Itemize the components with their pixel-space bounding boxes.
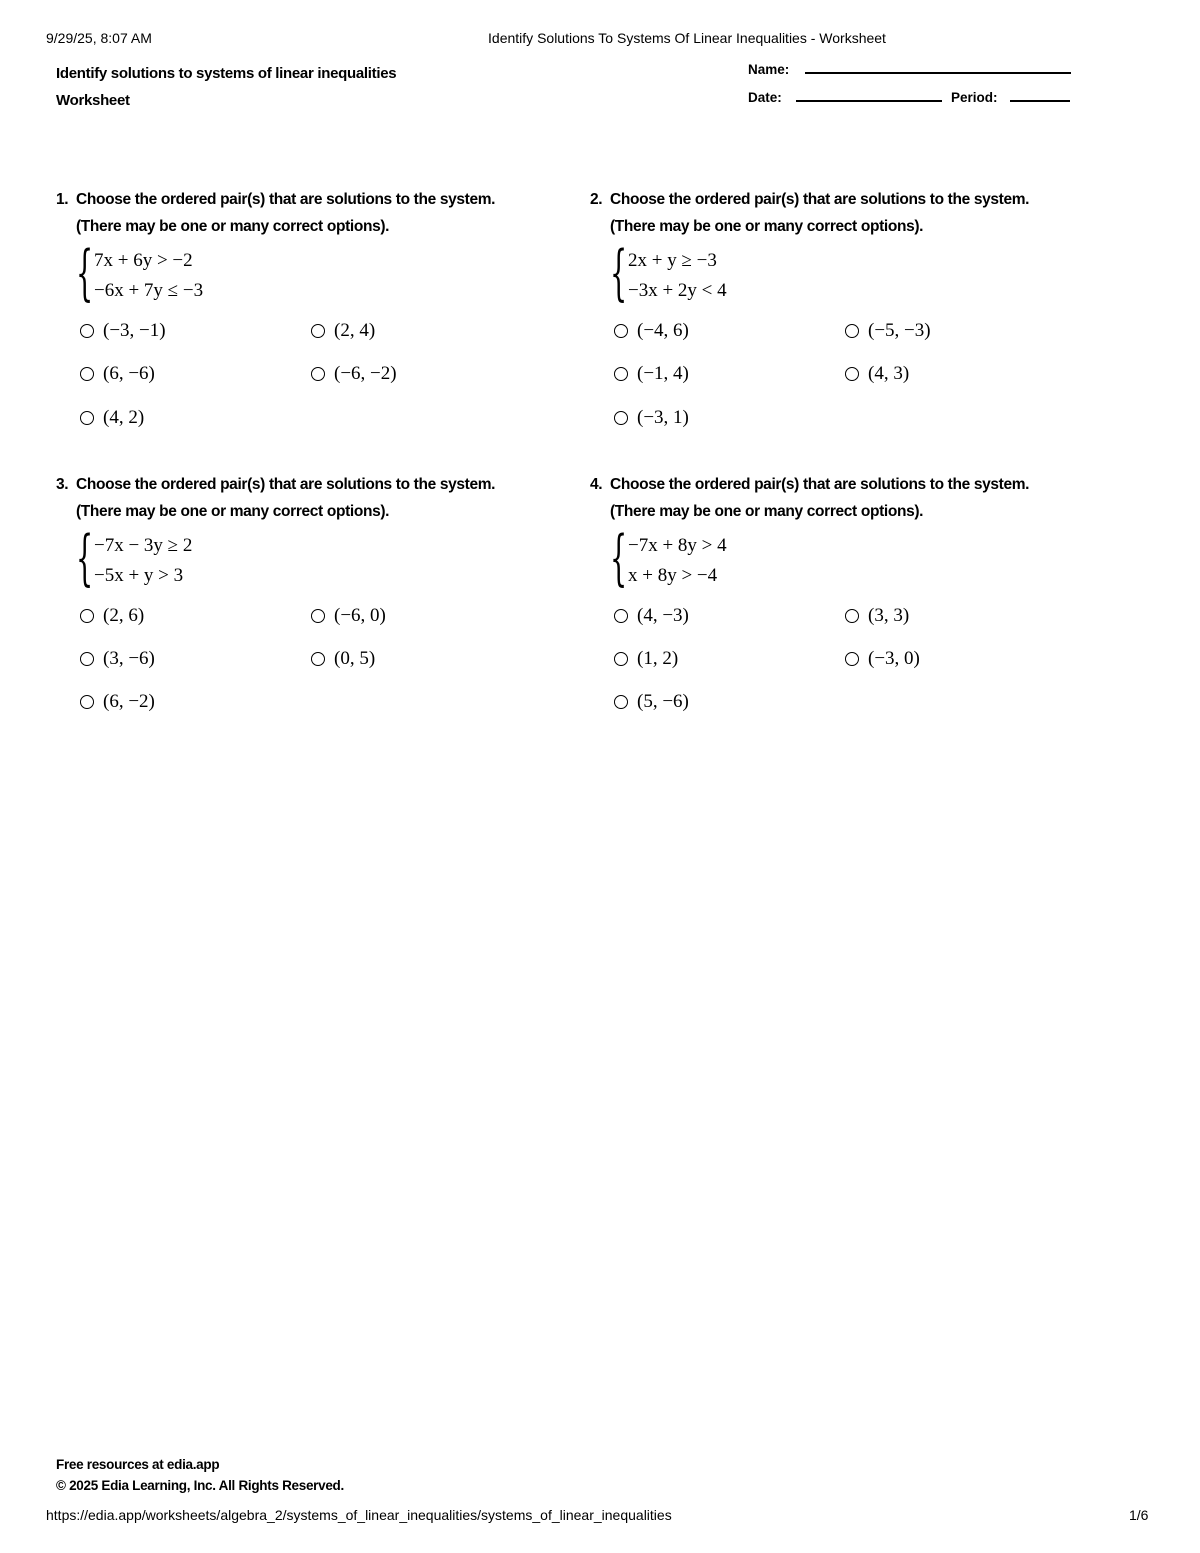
- inequality-system: [76, 523, 536, 597]
- worksheet-title-line2: Worksheet: [56, 92, 130, 109]
- answer-option[interactable]: [311, 605, 386, 627]
- period-line[interactable]: [1010, 100, 1070, 102]
- inequality-system: [76, 238, 536, 312]
- date-label: Date:: [748, 90, 782, 105]
- answer-option[interactable]: [614, 407, 689, 429]
- option-label: (4, 2): [103, 407, 145, 428]
- answer-option[interactable]: [845, 605, 909, 627]
- option-label: (2, 6): [103, 605, 145, 626]
- option-label: (−3, 0): [868, 648, 920, 669]
- answer-options: [614, 605, 1070, 735]
- left-brace: {: [76, 523, 94, 593]
- answer-option[interactable]: [80, 407, 144, 429]
- option-label: (6, −2): [103, 691, 155, 712]
- radio-icon[interactable]: [845, 324, 859, 338]
- footer-copyright: © 2025 Edia Learning, Inc. All Rights Reserved.: [56, 1478, 344, 1493]
- option-label: (0, 5): [334, 648, 376, 669]
- answer-option[interactable]: [311, 648, 375, 670]
- name-label: Name:: [748, 62, 790, 77]
- inequality-system: [610, 523, 1070, 597]
- inequality-2: −6x + 7y ≤ −3: [94, 280, 204, 301]
- print-date: 9/29/25, 8:07 AM: [46, 30, 152, 46]
- worksheet-footer: [56, 1454, 344, 1496]
- radio-icon[interactable]: [614, 652, 628, 666]
- question-text: Choose the ordered pair(s) that are solutions to the system. (There may be one or many correct options).: [610, 476, 1030, 520]
- radio-icon[interactable]: [80, 367, 94, 381]
- option-label: (−3, 1): [637, 407, 689, 428]
- answer-option[interactable]: [845, 320, 931, 342]
- option-label: (1, 2): [637, 648, 679, 669]
- question-4: [590, 471, 1070, 735]
- answer-options: [80, 605, 536, 735]
- option-label: (2, 4): [334, 320, 376, 341]
- date-period-field: [748, 90, 998, 118]
- worksheet-title-line1: Identify solutions to systems of linear inequalities: [56, 65, 397, 82]
- radio-icon[interactable]: [80, 411, 94, 425]
- question-number: 2.: [590, 191, 603, 208]
- inequality-2: −5x + y > 3: [94, 565, 184, 586]
- answer-option[interactable]: [614, 648, 678, 670]
- question-number: 1.: [56, 191, 69, 208]
- print-title: Identify Solutions To Systems Of Linear Inequalities - Worksheet: [488, 30, 886, 46]
- answer-option[interactable]: [80, 691, 155, 713]
- question-prompt: [56, 186, 536, 240]
- inequality-1: 7x + 6y > −2: [94, 250, 193, 271]
- radio-icon[interactable]: [614, 609, 628, 623]
- option-label: (−6, 0): [334, 605, 386, 626]
- radio-icon[interactable]: [80, 695, 94, 709]
- question-prompt: [590, 186, 1070, 240]
- name-field[interactable]: [748, 62, 789, 90]
- answer-option[interactable]: [80, 363, 155, 385]
- question-number: 3.: [56, 476, 69, 493]
- question-1: [56, 186, 536, 450]
- option-label: (4, 3): [868, 363, 910, 384]
- question-3: [56, 471, 536, 735]
- question-text: Choose the ordered pair(s) that are solutions to the system. (There may be one or many correct options).: [76, 191, 496, 235]
- answer-option[interactable]: [614, 363, 689, 385]
- question-2: [590, 186, 1070, 450]
- worksheet-title: [56, 60, 396, 114]
- radio-icon[interactable]: [845, 609, 859, 623]
- left-brace: {: [610, 238, 628, 308]
- answer-option[interactable]: [845, 648, 920, 670]
- date-line[interactable]: [796, 100, 942, 102]
- radio-icon[interactable]: [614, 411, 628, 425]
- question-text: Choose the ordered pair(s) that are solutions to the system. (There may be one or many correct options).: [76, 476, 496, 520]
- name-line: [805, 72, 1071, 74]
- answer-option[interactable]: [845, 363, 909, 385]
- radio-icon[interactable]: [311, 324, 325, 338]
- radio-icon[interactable]: [614, 695, 628, 709]
- option-label: (−3, −1): [103, 320, 166, 341]
- option-label: (3, 3): [868, 605, 910, 626]
- option-label: (−6, −2): [334, 363, 397, 384]
- option-label: (−1, 4): [637, 363, 689, 384]
- inequality-1: −7x + 8y > 4: [628, 535, 727, 556]
- question-prompt: [590, 471, 1070, 525]
- radio-icon[interactable]: [80, 324, 94, 338]
- radio-icon[interactable]: [845, 652, 859, 666]
- option-label: (3, −6): [103, 648, 155, 669]
- question-text: Choose the ordered pair(s) that are solutions to the system. (There may be one or many correct options).: [610, 191, 1030, 235]
- radio-icon[interactable]: [80, 609, 94, 623]
- inequality-2: −3x + 2y < 4: [628, 280, 727, 301]
- left-brace: {: [610, 523, 628, 593]
- question-prompt: [56, 471, 536, 525]
- inequality-1: 2x + y ≥ −3: [628, 250, 717, 271]
- option-label: (4, −3): [637, 605, 689, 626]
- answer-option[interactable]: [80, 648, 155, 670]
- answer-option[interactable]: [614, 605, 689, 627]
- option-label: (−4, 6): [637, 320, 689, 341]
- option-label: (5, −6): [637, 691, 689, 712]
- answer-option[interactable]: [311, 320, 375, 342]
- option-label: (−5, −3): [868, 320, 931, 341]
- answer-options: [80, 320, 536, 450]
- answer-option[interactable]: [614, 320, 689, 342]
- period-label: Period:: [951, 90, 998, 105]
- page-number: 1/6: [1129, 1507, 1149, 1523]
- inequality-system: [610, 238, 1070, 312]
- inequality-2: x + 8y > −4: [628, 565, 718, 586]
- page-url: https://edia.app/worksheets/algebra_2/systems_of_linear_inequalities/systems_of_linear_inequalities: [46, 1507, 672, 1523]
- radio-icon[interactable]: [845, 367, 859, 381]
- student-fields: [748, 62, 998, 118]
- answer-option[interactable]: [80, 605, 144, 627]
- radio-icon[interactable]: [614, 324, 628, 338]
- answer-option[interactable]: [614, 691, 689, 713]
- radio-icon[interactable]: [311, 652, 325, 666]
- answer-option[interactable]: [311, 363, 397, 385]
- answer-option[interactable]: [80, 320, 166, 342]
- radio-icon[interactable]: [80, 652, 94, 666]
- radio-icon[interactable]: [311, 609, 325, 623]
- option-label: (6, −6): [103, 363, 155, 384]
- inequality-1: −7x − 3y ≥ 2: [94, 535, 193, 556]
- footer-resources: Free resources at edia.app: [56, 1457, 220, 1472]
- print-header: [0, 30, 1200, 50]
- question-number: 4.: [590, 476, 603, 493]
- answer-options: [614, 320, 1070, 450]
- radio-icon[interactable]: [311, 367, 325, 381]
- left-brace: {: [76, 238, 94, 308]
- radio-icon[interactable]: [614, 367, 628, 381]
